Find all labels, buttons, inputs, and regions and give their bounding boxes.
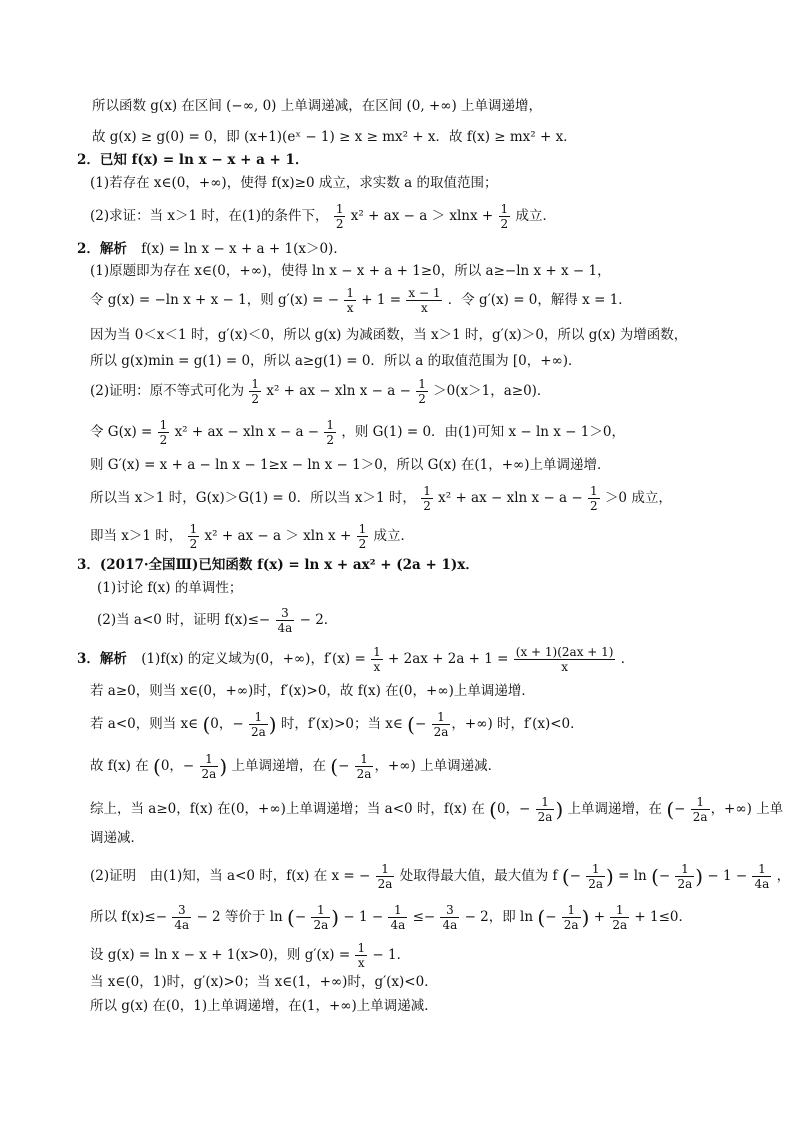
problem-3-part-1: (1)讨论 f(x) 的单调性； — [97, 580, 243, 596]
fraction: $\frac{1}{4a}$ — [390, 903, 406, 932]
fraction: $\frac{1}{2}$ — [500, 202, 509, 231]
fraction: $\frac{3}{4a}$ — [174, 903, 190, 932]
fraction: $\frac{1}{x}$ — [357, 941, 366, 970]
text-line: 所以函数 g(x) 在区间 (−∞, 0) 上单调递减，在区间 (0, +∞) 上单调递增， — [92, 98, 543, 114]
text-line: 即当 x＞1 时， $\frac{1}{2}$ x² + ax − a ＞ xln x + $\frac{1}{2}$ 成立． — [90, 522, 415, 551]
text-line: 调递减． — [90, 830, 144, 846]
fraction: $\frac{1}{2a}$ — [588, 862, 604, 891]
text-line: 若 a≥0，则当 x∈(0，+∞)时，f′(x)>0，故 f(x) 在(0，+∞)上单调递增． — [90, 683, 535, 699]
fraction: $\frac{1}{2a}$ — [356, 752, 372, 781]
text-line: 因为当 0＜x＜1 时，g′(x)＜0，所以 g(x) 为减函数，当 x＞1 时，g′(x)＞0，所以 g(x) 为增函数， — [90, 327, 688, 343]
fraction: $\frac{1}{2}$ — [326, 418, 335, 447]
text-line: 若 a<0，则当 x∈ (0，− $\frac{1}{2a}$ ) 时，f′(x)>0；当 x∈ (− $\frac{1}{2a}$ ，+∞) 时，f′(x)<0． — [90, 710, 584, 739]
fraction: $\frac{1}{2}$ — [251, 377, 260, 406]
fraction: $\frac{1}{2}$ — [590, 484, 598, 513]
fraction: $\frac{x - 1}{x}$ — [408, 286, 441, 315]
fraction: $\frac{1}{2a}$ — [612, 903, 628, 932]
fraction: $\frac{1}{2a}$ — [537, 795, 553, 824]
text-line: 所以 g(x)min = g(1) = 0，所以 a≥g(1) = 0．所以 a 的取值范围为 [0，+∞)． — [90, 353, 582, 369]
text-line: 令 g(x) = −ln x + x − 1，则 g′(x) = − $\frac{1}{x}$ + 1 = $\frac{x - 1}{x}$ ．令 g′(x) = 0，解得 x = 1． — [90, 286, 632, 315]
text-line: 综上，当 a≥0，f(x) 在(0，+∞)上单调递增；当 a<0 时，f(x) 在 (0，− $\frac{1}{2a}$ ) 上单调递增，在 (− $\frac{1}{2a}$ ，+∞) 上单 — [90, 795, 784, 824]
fraction: $\frac{1}{2}$ — [423, 484, 431, 513]
fraction: $\frac{1}{2a}$ — [201, 752, 217, 781]
fraction: $\frac{1}{2a}$ — [692, 795, 708, 824]
fraction: $\frac{1}{2}$ — [335, 202, 344, 231]
fraction: $\frac{1}{2a}$ — [313, 903, 329, 932]
fraction: $\frac{1}{2}$ — [189, 522, 198, 551]
fraction: $\frac{3}{4a}$ — [442, 903, 458, 932]
text-line: 则 G′(x) = x + a − ln x − 1≥x − ln x − 1＞0，所以 G(x) 在(1，+∞)上单调递增． — [90, 457, 611, 473]
text-line: 所以 g(x) 在(0，1)上单调递增，在(1，+∞)上单调递减． — [90, 998, 438, 1014]
text-line: 设 g(x) = ln x − x + 1(x>0)，则 g′(x) = $\frac{1}{x}$ − 1． — [90, 941, 411, 970]
text-line: 令 G(x) = $\frac{1}{2}$ x² + ax − xln x − a − $\frac{1}{2}$ ，则 G(1) = 0．由(1)可知 x − ln x − 1＞0， — [90, 418, 625, 447]
fraction: $\frac{1}{2}$ — [418, 377, 426, 406]
fraction: $\frac{1}{2a}$ — [250, 710, 266, 739]
fraction: $\frac{1}{x}$ — [373, 645, 381, 674]
text-line: 故 g(x) ≥ g(0) = 0，即 (x+1)(eˣ − 1) ≥ x ≥ mx² + x．故 f(x) ≥ mx² + x． — [92, 129, 577, 145]
fraction: $\frac{1}{2a}$ — [433, 710, 449, 739]
fraction: $\frac{1}{2a}$ — [677, 862, 693, 891]
problem-2-part-1: (1)若存在 x∈(0，+∞)，使得 f(x)≥0 成立，求实数 a 的取值范围； — [90, 175, 498, 191]
text-line: 当 x∈(0，1)时，g′(x)>0；当 x∈(1，+∞)时，g′(x)<0． — [90, 974, 438, 990]
fraction: $\frac{(x + 1)(2ax + 1)}{x}$ — [515, 645, 614, 674]
fraction: $\frac{1}{2}$ — [358, 522, 367, 551]
fraction: $\frac{1}{2a}$ — [377, 862, 393, 891]
solution-3-header: 3．解析 (1)f(x) 的定义域为(0，+∞)，f′(x) = $\frac{1}{x}$ + 2ax + 2a + 1 = $\frac{(x + 1)(2ax + 1)}{x}$ ． — [77, 645, 635, 674]
fraction: $\frac{1}{2}$ — [159, 418, 168, 447]
text-line: 所以当 x＞1 时，G(x)＞G(1) = 0．所以当 x＞1 时， $\frac{1}{2}$ x² + ax − xln x − a − $\frac{1}{2}$ ＞0 成立， — [90, 484, 672, 513]
problem-3-statement: 3．(2017·全国Ⅲ)已知函数 f(x) = ln x + ax² + (2a + 1)x． — [77, 557, 479, 573]
text-line: 所以 f(x)≤− $\frac{3}{4a}$ − 2 等价于 ln (− $\frac{1}{2a}$ ) − 1 − $\frac{1}{4a}$ ≤− $\frac{3}{4a}$ − 2，即 ln (− $\frac{1}{2a}$ ) + $\frac{1}{2a}$ + 1≤0． — [90, 903, 692, 932]
problem-2-statement: 2．已知 f(x) = ln x − x + a + 1． — [77, 152, 309, 168]
fraction: $\frac{1}{x}$ — [346, 286, 354, 315]
text-line: (2)证明 由(1)知，当 a<0 时，f(x) 在 x = − $\frac{1}{2a}$ 处取得最大值，最大值为 f (− $\frac{1}{2a}$ ) = ln (− $\frac{1}{2a}$ ) − 1 − $\frac{1}{4a}$ ， — [90, 862, 791, 891]
problem-3-part-2: (2)当 a<0 时，证明 f(x)≤− $\frac{3}{4a}$ − 2． — [97, 606, 338, 635]
solution-2-header: 2．解析 f(x) = ln x − x + a + 1(x＞0)． — [77, 241, 347, 257]
text-line: (1)原题即为存在 x∈(0，+∞)，使得 ln x − x + a + 1≥0，所以 a≥−ln x + x − 1， — [90, 263, 611, 279]
text-line: 故 f(x) 在 (0，− $\frac{1}{2a}$ ) 上单调递增，在 (− $\frac{1}{2a}$ ，+∞) 上单调递减． — [90, 752, 502, 781]
text-line: (2)证明：原不等式可化为 $\frac{1}{2}$ x² + ax − xln x − a − $\frac{1}{2}$ ＞0(x＞1，a≥0)． — [90, 377, 551, 406]
fraction: $\frac{1}{2a}$ — [563, 903, 579, 932]
fraction: $\frac{1}{4a}$ — [754, 862, 770, 891]
problem-2-part-2: (2)求证：当 x＞1 时，在(1)的条件下， $\frac{1}{2}$ x² + ax − a ＞ xlnx + $\frac{1}{2}$ 成立． — [90, 202, 556, 231]
fraction: $\frac{3}{4a}$ — [277, 606, 293, 635]
